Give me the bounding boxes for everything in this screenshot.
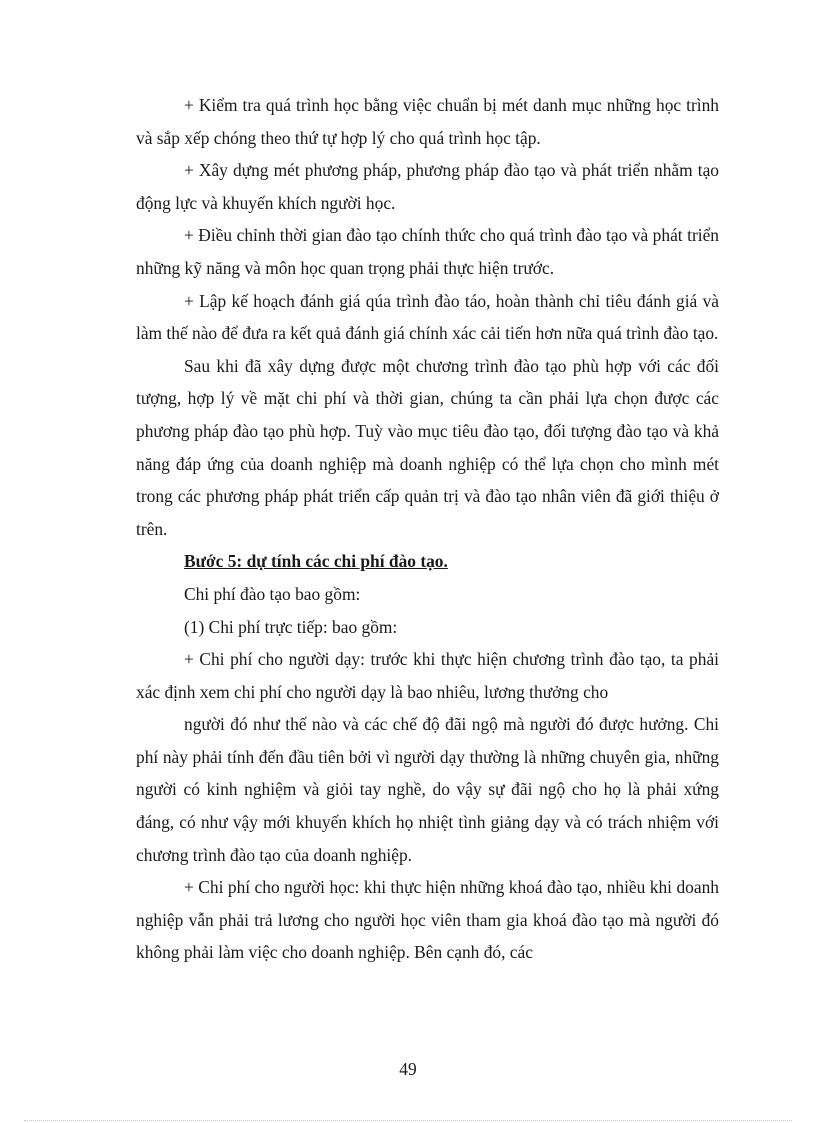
section-heading-text: Bước 5: dự tính các chi phí đào tạo. [184,551,448,572]
section-heading [136,545,719,578]
paragraph-5: Sau khi đã xây dựng được một chương trình đào tạo phù hợp với các đối tượng, hợp lý về mặt chi phí và thời gian, chúng ta cần phải lựa chọn được các phương pháp đào tạo phù hợp. Tuỳ vào mục tiêu đào tạo, đối tượng đào tạo và khả năng đáp ứng của doanh nghiệp mà doanh nghiệp có thể lựa chọn cho mình mét trong các phương pháp phát triển cấp quản trị và đào tạo nhân viên đã giới thiệu ở trên. [136,355,719,539]
paragraph-7: (1) Chi phí trực tiếp: bao gồm: [184,616,398,637]
paragraph-6: Chi phí đào tạo bao gồm: [184,583,361,604]
paragraph-3: + Điều chỉnh thời gian đào tạo chính thức cho quá trình đào tạo và phát triển những kỹ năng và môn học quan trọng phải thực hiện trước. [136,225,719,278]
paragraph-10: + Chi phí cho người học: khi thực hiện những khoá đào tạo, nhiều khi doanh nghiệp vẫn phải trả lương cho người học viên tham gia khoá đào tạo mà người đó không phải làm việc cho doanh nghiệp. Bên cạnh đó, các [136,877,719,963]
body-text [136,89,719,969]
paragraph-8: + Chi phí cho người dạy: trước khi thực hiện chương trình đào tạo, ta phải xác định xem chi phí cho người dạy là bao nhiêu, lương thưởng cho [136,649,719,702]
footer-divider [24,1120,792,1121]
paragraph-2: + Xây dựng mét phương pháp, phương pháp đào tạo và phát triển nhằm tạo động lực và khuyến khích người học. [136,160,719,213]
paragraph-1: + Kiểm tra quá trình học bằng việc chuẩn bị mét danh mục những học trình và sắp xếp chóng theo thứ tự hợp lý cho quá trình học tập. [136,95,719,148]
page-number: 49 [399,1059,417,1079]
paragraph-4: + Lập kế hoạch đánh giá qúa trình đào táo, hoàn thành chỉ tiêu đánh giá và làm thế nào để đưa ra kết quả đánh giá chính xác cải tiến hơn nữa quá trình đào tạo. [136,290,719,344]
paragraph-9: người đó như thế nào và các chế độ đãi ngộ mà người đó được hưởng. Chi phí này phải tính đến đầu tiên bởi vì người dạy thường là những chuyên gia, những người có kinh nghiệm và giỏi tay nghề, do vậy sự đãi ngộ cho họ là phải xứng đáng, có như vậy mới khuyến khích họ nhiệt tình giảng dạy và có trách nhiệm với chương trình đào tạo của doanh nghiệp. [136,714,719,865]
